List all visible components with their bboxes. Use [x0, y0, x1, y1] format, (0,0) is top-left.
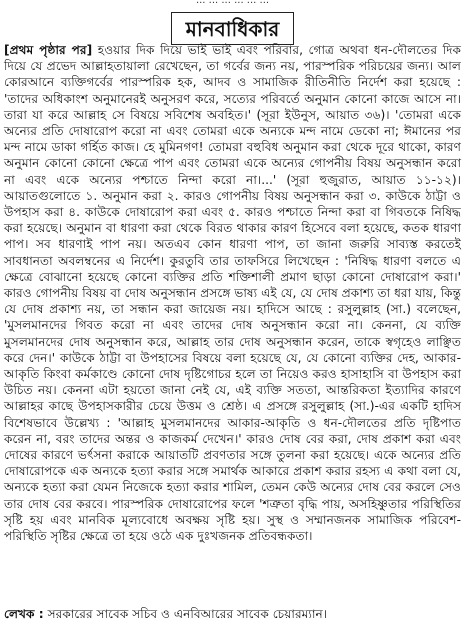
- article-body-text: হওয়ার দিক দিয়ে ভাই ভাই এবং পরিবার, গোত্র অথবা ধন-দৌলতের দিক দিয়ে যে প্রভেদ আল্লাহতায়ালা রেখেছেন, তা গর্বের জন্য নয়, পারস্পরিক পরিচয়ের জন্য। আল কোরআনে ব্যক্তিগর্বের পারস্পরিক হক, আদব ও সামাজিক রীতিনীতি নির্দেশ করা হয়েছে : 'তাদের অধিকাংশ অনুমানেরই অনুসরণ করে, সত্যের পরিবর্তে অনুমান কোনো কাজে আসে না। তারা যা করে আল্লাহ সে বিষয়ে সবিশেষ অবহিত।' (সূরা ইউনুস, আয়াত ৩৬)। 'তোমরা একে অন্যের প্রতি দোষারোপ করো না এবং তোমরা একে অন্যকে মন্দ নামে ডেকো না; ঈমানের পর মন্দ নামে ডাকা গর্হিত কাজ। হে মুমিনগণ! তোমরা বহুবিধ অনুমান করা থেকে দূরে থাকো, কারণ অনুমান কোনো কোনো ক্ষেত্রে পাপ এবং তোমরা একে অন্যের গোপনীয় বিষয় অনুসন্ধান করো না এবং একে অন্যের পশ্চাতে নিন্দা করো না।...' (সূরা হুজুরাত, আয়াত ১১-১২)। আয়াতগুলোতে ১. অনুমান করা ২. কারও গোপনীয় বিষয় অনুসন্ধান করা ৩. কাউকে ঠাট্টা ও উপহাস করা ৪. কাউকে দোষারোপ করা এবং ৫. কারও পশ্চাতে নিন্দা করা বা গিবতকে নিষিদ্ধ করা হয়েছে। অনুমান বা ধারণা করা থেকে বিরত থাকার কারণ হিসেবে বলা হয়েছে, কতক ধারণা পাপ। সব ধারণাই পাপ নয়। অতএব কোন ধারণা পাপ, তা জানা জরুরি সাব্যস্ত করতেই সাবধানতা অবলম্বনের এ নির্দেশ। কুরতুবি তার তাফসিরে লিখেছেন : 'নিষিদ্ধ ধারণা বলতে এ ক্ষেত্রে বোঝানো হয়েছে কোনো ব্যক্তির প্রতি শক্তিশালী প্রমাণ ছাড়া কোনো দোষারোপ করা।' কারও গোপনীয় বিষয় বা দোষ অনুসন্ধান প্রসঙ্গে ভাষ্য এই যে, যে দোষ প্রকাশ্য তা ধরা যায়, কিন্তু যে দোষ প্রকাশ্য নয়, তা সন্ধান করা জায়েজ নয়। হাদিসে আছে : রসুলুল্লাহ (সা.) বলেছেন, 'মুসলমানদের গিবত করো না এবং তাদের দোষ অনুসন্ধান করো না। কেননা, যে ব্যক্তি মুসলমানদের দোষ অনুসন্ধান করে, আল্লাহ তার দোষ অনুসন্ধান করেন, তাকে স্বগৃহেও লাঞ্ছিত করে দেন।' কাউকে ঠাট্টা বা উপহাসের বিষয়ে বলা হয়েছে যে, যে কোনো ব্যক্তির দেহ, আকার-আকৃতি কিংবা কর্মকাণ্ডে কোনো দোষ দৃষ্টিগোচর হলে তা নিয়েও করও হাসাহাসি বা উপহাস করা উচিত নয়। কেননা এটা হয়তো জানা নেই যে, এই ব্যক্তি সততা, আন্তরিকতা ইত্যাদির কারণে আল্লাহর কাছে উপহাসকারীর চেয়ে উত্তম ও শ্রেষ্ঠ। এ প্রসঙ্গে রসুলুল্লাহ (সা.)-এর একটি হাদিস বিশেষভাবে উল্লেখ্য : 'আল্লাহ মুসলমানদের আকার-আকৃতি ও ধন-দৌলতের প্রতি দৃষ্টিপাত করেন না, বরং তাদের অন্তর ও কাজকর্ম দেখেন।' কারও দোষ বের করা, দোষ প্রকাশ করা এবং দোষের কারণে ভর্ৎসনা করাকে আয়াতটি প্রবণতার সঙ্গে তুলনা করা হয়েছে। একে অন্যের প্রতি দোষারোপকে এক অন্যকে হত্যা করার সঙ্গে সমার্থক আকারে প্রকাশ করার রহস্য এ কথা বলা যে, অন্যকে হত্যা করা যেমন নিজেকে হত্যা করার শামিল, তেমন কেউ অন্যের দোষ বের করলে সেও তার দোষ বের করবে। পারস্পরিক দোষারোপের ফলে 'শত্রুতা বৃদ্ধি পায়, অসহিষ্ণুতার পরিস্থিতির সৃষ্টি হয় এবং মানবিক মূল্যবোধে অবক্ষয় সৃষ্টি হয়। সুস্থ ও সম্মানজনক সামাজিক পরিবেশ-পরিস্থিতি সৃষ্টির ক্ষেত্রে তা হয়ে ওঠে এক দুঃখজনক প্রতিবন্ধকতা।: [4, 43, 462, 544]
- title-area: [0, 12, 465, 45]
- author-line: [4, 606, 461, 622]
- article-title: মানবাধিকার: [171, 12, 295, 45]
- continued-from-first-page-label: [প্রথম পৃষ্ঠার পর]: [4, 43, 93, 57]
- article-body: [4, 42, 461, 544]
- author-label: লেখক :: [4, 607, 44, 621]
- clipped-previous-line: ... ... ... ... ... ...: [195, 0, 270, 6]
- article-paragraph: [4, 42, 461, 544]
- author-description: সরকারের সাবেক সচিব ও এনবিআরের সাবেক চেয়ারম্যান।: [47, 607, 328, 621]
